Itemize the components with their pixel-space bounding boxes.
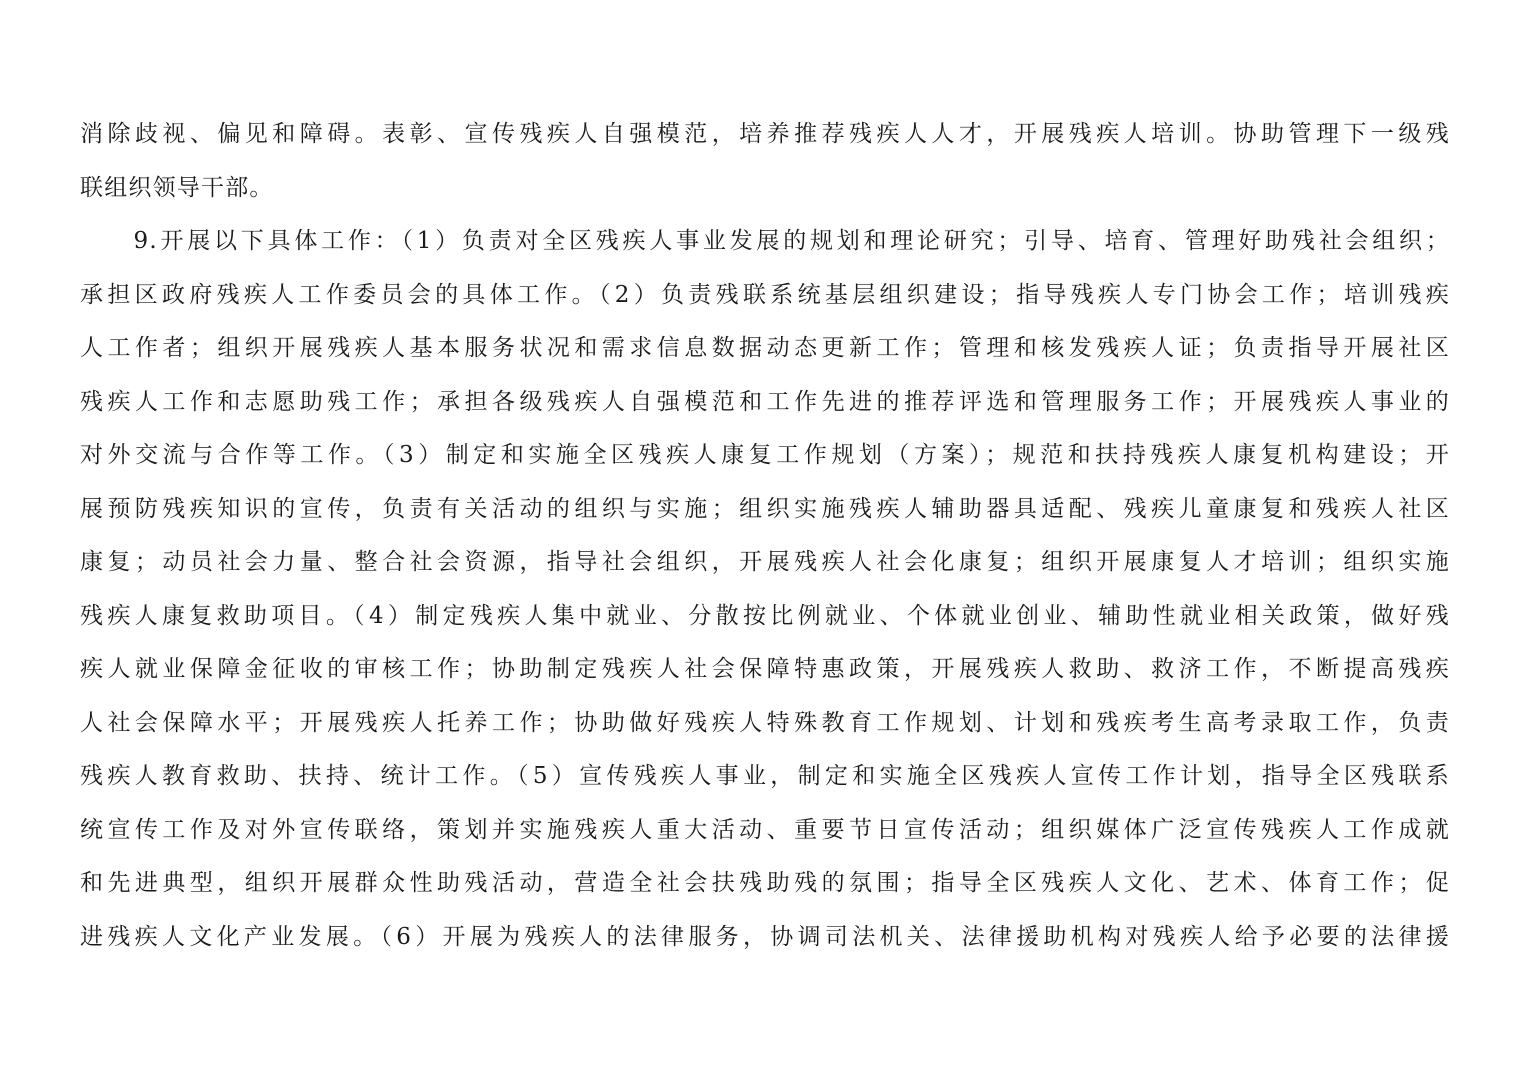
text-line: 进残疾人文化产业发展。（6）开展为残疾人的法律服务，协调司法机关、法律援助机构对残疾人给予必要的法律援 [80,923,1450,950]
text-line: 和先进典型，组织开展群众性助残活动，营造全社会扶残助残的氛围；指导全区残疾人文化、艺术、体育工作；促 [80,870,1450,896]
text-line: 残疾人康复救助项目。（4）制定残疾人集中就业、分散按比例就业、个体就业创业、辅助性就业相关政策，做好残 [80,602,1450,629]
text-line: 展预防残疾知识的宣传，负责有关活动的组织与实施；组织实施残疾人辅助器具适配、残疾儿童康复和残疾人社区 [80,495,1450,522]
text-line: 残疾人工作和志愿助残工作；承担各级残疾人自强模范和工作先进的推荐评选和管理服务工作；开展残疾人事业的 [80,388,1450,415]
text-line: 残疾人教育救助、扶持、统计工作。（5）宣传残疾人事业，制定和实施全区残疾人宣传工作计划，指导全区残联系 [80,763,1450,789]
text-line: 联组织领导干部。 [80,174,274,201]
text-line: 统宣传工作及对外宣传联络，策划并实施残疾人重大活动、重要节日宣传活动；组织媒体广泛宣传残疾人工作成就 [80,816,1450,843]
text-line: 康复；动员社会力量、整合社会资源，指导社会组织，开展残疾人社会化康复；组织开展康复人才培训；组织实施 [80,549,1450,575]
text-line: 对外交流与合作等工作。（3）制定和实施全区残疾人康复工作规划（方案）；规范和扶持残疾人康复机构建设；开 [80,442,1450,468]
text-line: 消除歧视、偏见和障碍。表彰、宣传残疾人自强模范，培养推荐残疾人人才，开展残疾人培训。协助管理下一级残 [80,121,1450,147]
body-text [80,108,1450,964]
text-line: 人工作者；组织开展残疾人基本服务状况和需求信息数据动态更新工作；管理和核发残疾人证；负责指导开展社区 [80,335,1450,361]
text-line: 9.开展以下具体工作：（1）负责对全区残疾人事业发展的规划和理论研究；引导、培育、管理好助残社会组织； [80,228,1450,254]
text-line: 承担区政府残疾人工作委员会的具体工作。（2）负责残联系统基层组织建设；指导残疾人专门协会工作；培训残疾 [80,281,1450,308]
text-line: 人社会保障水平；开展残疾人托养工作；协助做好残疾人特殊教育工作规划、计划和残疾考生高考录取工作，负责 [80,709,1450,736]
text-line: 疾人就业保障金征收的审核工作；协助制定残疾人社会保障特惠政策，开展残疾人救助、救济工作，不断提高残疾 [80,656,1450,682]
